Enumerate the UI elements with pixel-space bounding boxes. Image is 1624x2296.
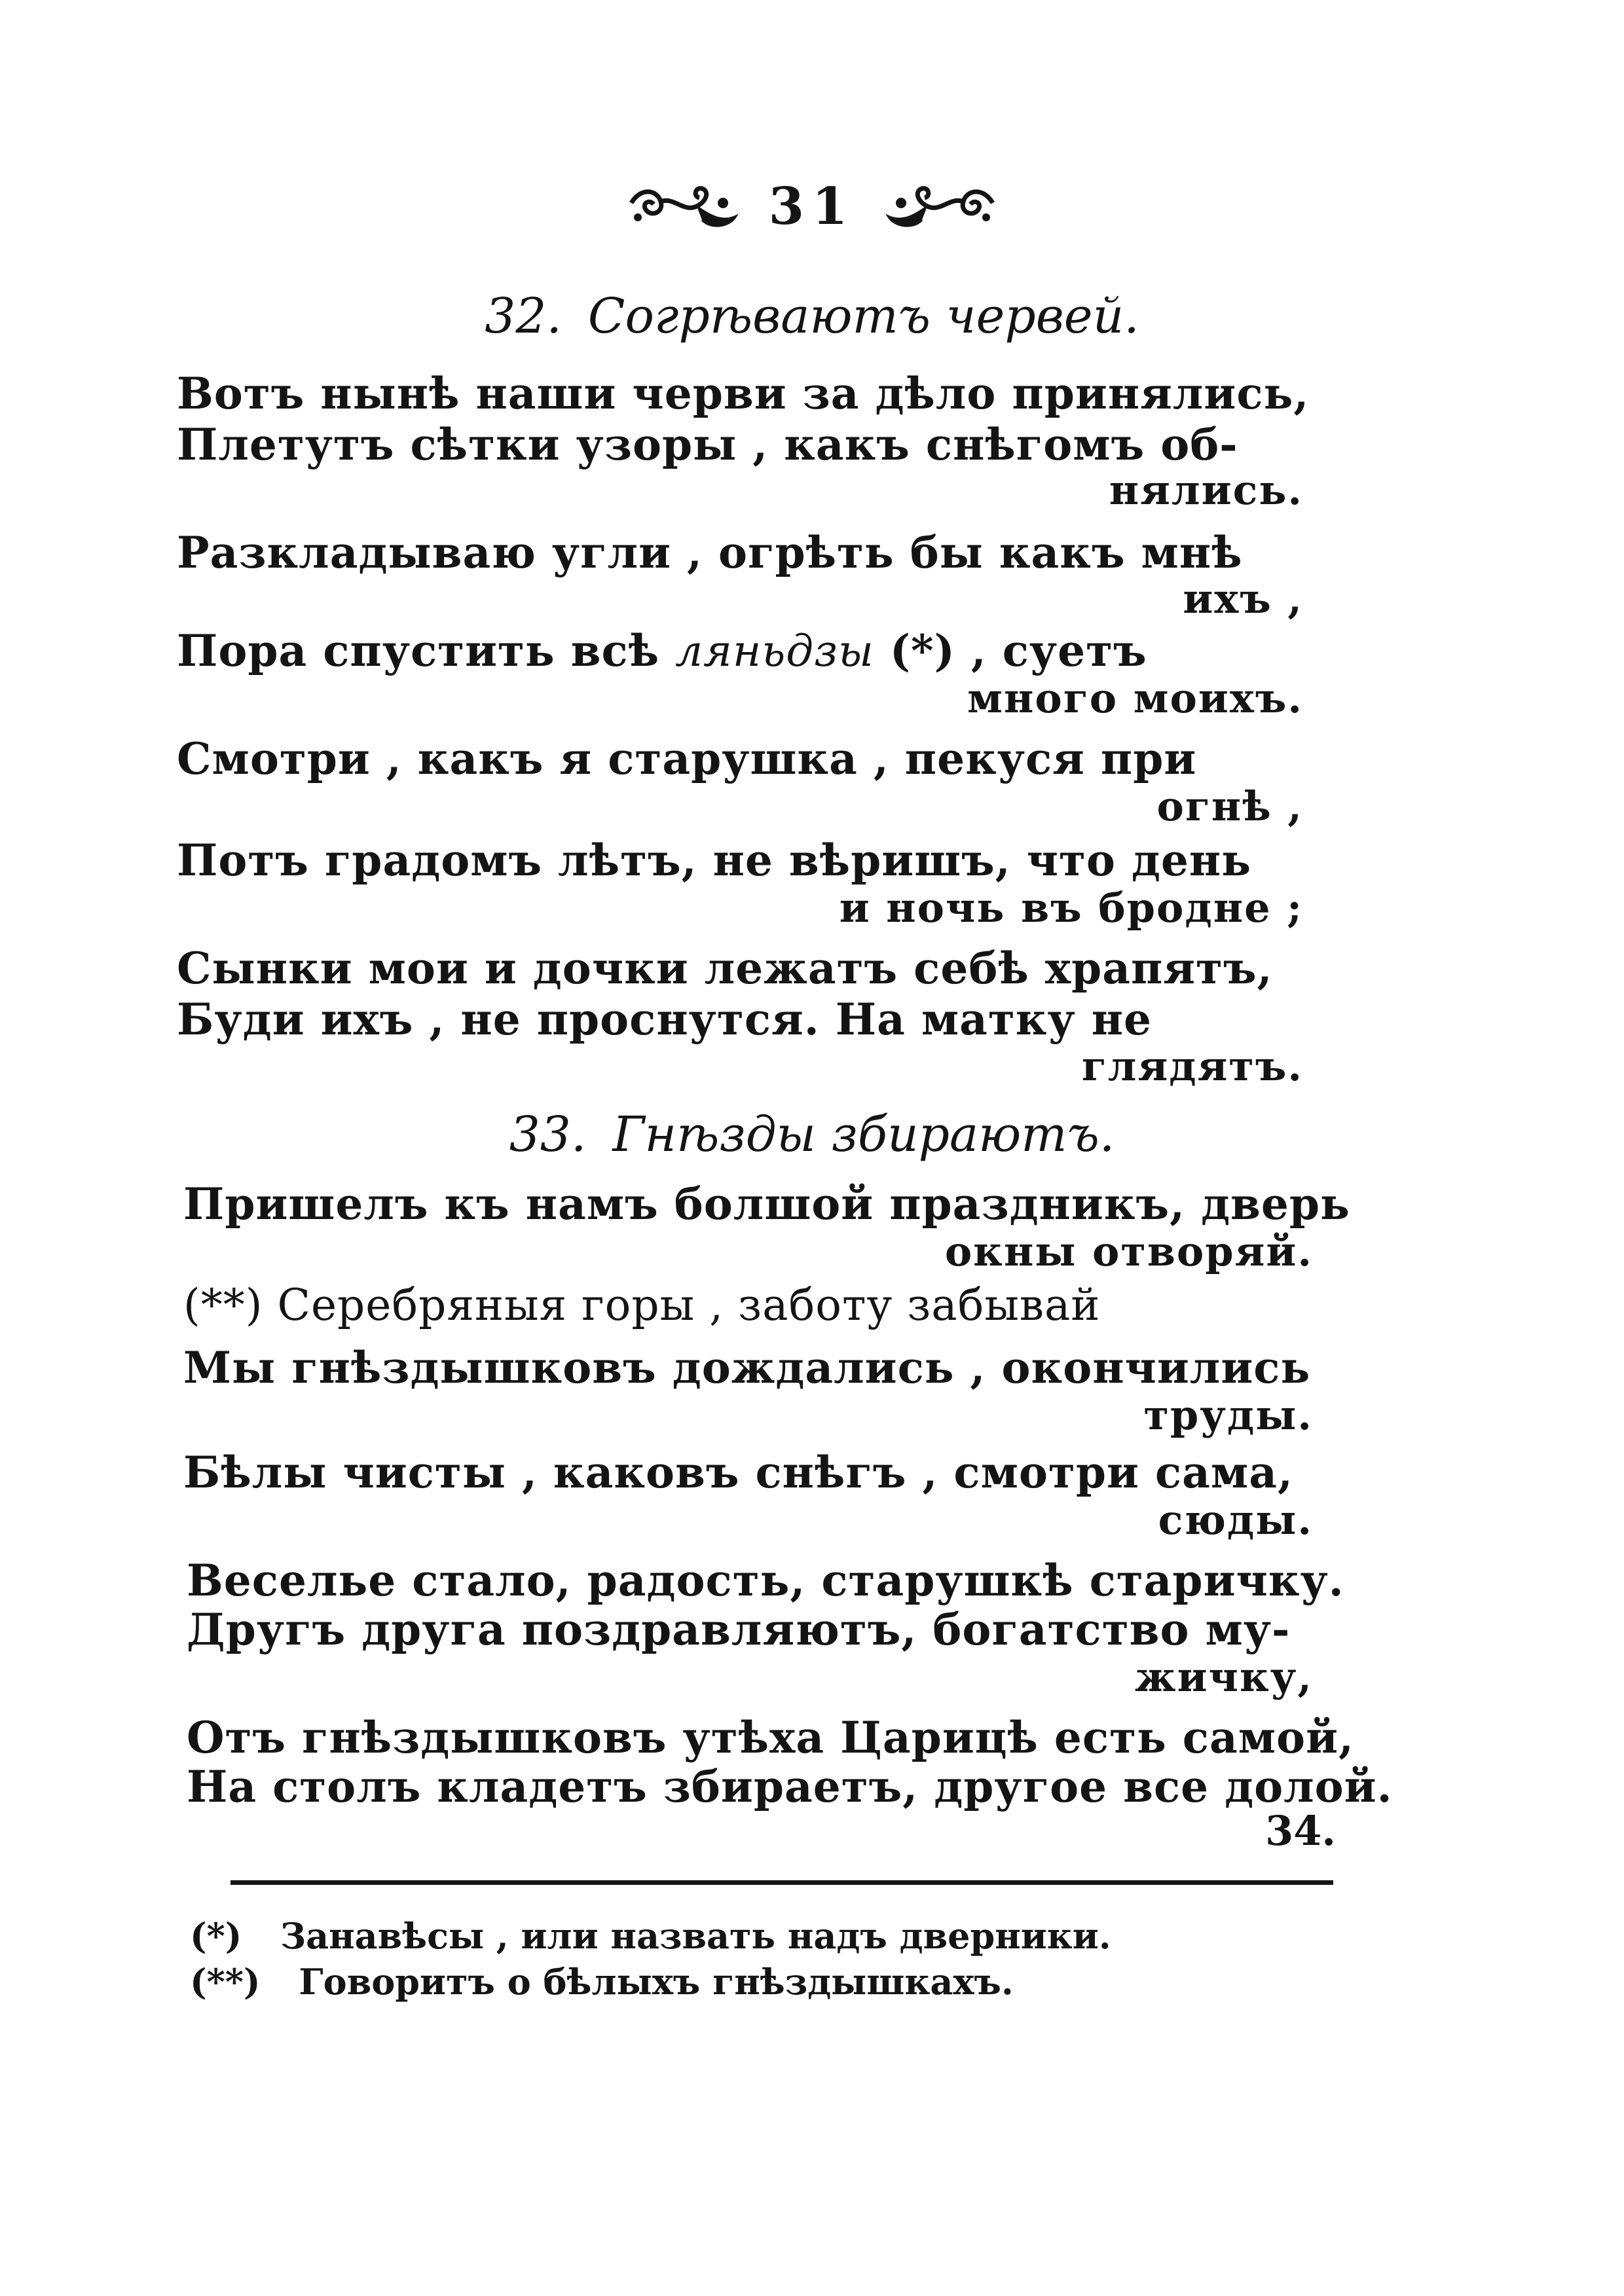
poem-33-line-8: На столъ кладетъ збираетъ, другое все долой. [187, 1761, 1393, 1812]
footnote-1 [190, 1915, 1111, 1957]
poem-32-line-2-continuation: нялись. [1109, 466, 1303, 514]
poem-33-line-3-continuation: труды. [1143, 1391, 1313, 1439]
poem-32-line-4-foreign-word: ляньдзы [675, 626, 874, 676]
poem-33-line-6-continuation: жичку, [1134, 1653, 1313, 1701]
footnote-2 [190, 1961, 1014, 2003]
poem-33-heading [0, 1106, 1624, 1163]
poem-33-line-4-continuation: сюды. [1158, 1496, 1313, 1544]
poem-33-number: 33. [509, 1106, 587, 1163]
poem-32-line-1: Вотъ нынѣ наши черви за дѣло принялись, [177, 368, 1310, 419]
right-fleuron-ornament [881, 177, 999, 236]
poem-33-line-6: Другъ друга поздравляютъ, богатство му- [187, 1604, 1291, 1655]
running-head [0, 167, 1624, 246]
poem-33-title: Гнѣзды збираютъ. [612, 1106, 1115, 1163]
poem-32-line-7: Сынки мои и дочки лежатъ себѣ храпятъ, [177, 943, 1273, 994]
poem-32-heading [0, 288, 1624, 344]
poem-32-line-3-continuation: ихъ , [1183, 575, 1303, 623]
poem-33-line-4: Бѣлы чисты , каковъ снѣгъ , смотри сама, [183, 1447, 1293, 1498]
poem-32-line-6-continuation: и ночь въ бродне ; [839, 884, 1303, 932]
poem-32-line-6: Потъ градомъ лѣтъ, не вѣришъ, что день [177, 835, 1252, 886]
poem-32-line-5: Смотри , какъ я старушка , пекуся при [177, 733, 1197, 784]
poem-32-line-2: Плетутъ сѣтки узоры , какъ снѣгомъ об- [177, 419, 1238, 470]
poem-32-line-8: Буди ихъ , не проснутся. На матку не [177, 994, 1152, 1045]
poem-32-line-8-continuation: глядятъ. [1081, 1042, 1303, 1090]
poem-32-line-4-start: Пора спустить всѣ [177, 625, 676, 676]
poem-32-line-5-continuation: огнѣ , [1156, 782, 1303, 830]
footnote-rule [231, 1880, 1333, 1885]
poem-32-title: Согрѣваютъ червей. [587, 288, 1139, 344]
page-number: 31 [768, 176, 856, 236]
poem-32-number: 32. [485, 288, 562, 344]
poem-32-line-4 [177, 625, 1147, 676]
footnote-1-text: Занавѣсы , или назвать надъ дверники. [280, 1915, 1111, 1957]
poem-32-line-4-end: (*) , суетъ [874, 625, 1147, 676]
poem-33-line-1: Пришелъ къ намъ болшой праздникъ, дверь [183, 1178, 1350, 1230]
poem-33-line-3: Мы гнѣздышковъ дождались , окончились [183, 1342, 1311, 1393]
poem-33-line-1-continuation: окны отворяй. [944, 1228, 1313, 1275]
catchword: 34. [1265, 1807, 1336, 1855]
footnote-2-text: Говоритъ о бѣлыхъ гнѣздышкахъ. [299, 1961, 1014, 2003]
left-fleuron-ornament [625, 177, 743, 236]
poem-32-line-3: Разкладываю угли , огрѣть бы какъ мнѣ [177, 527, 1243, 578]
footnote-2-marker: (**) [190, 1961, 261, 2003]
poem-33-line-5: Веселье стало, радость, старушкѣ старичку. [187, 1555, 1344, 1606]
poem-32-line-4-continuation: много моихъ. [967, 674, 1303, 722]
poem-33-line-2: (**) Серебряныя горы , заботу забывай [183, 1280, 1101, 1330]
poem-33-line-7: Отъ гнѣздышковъ утѣха Царицѣ есть самой, [187, 1712, 1355, 1763]
footnote-1-marker: (*) [190, 1915, 242, 1957]
